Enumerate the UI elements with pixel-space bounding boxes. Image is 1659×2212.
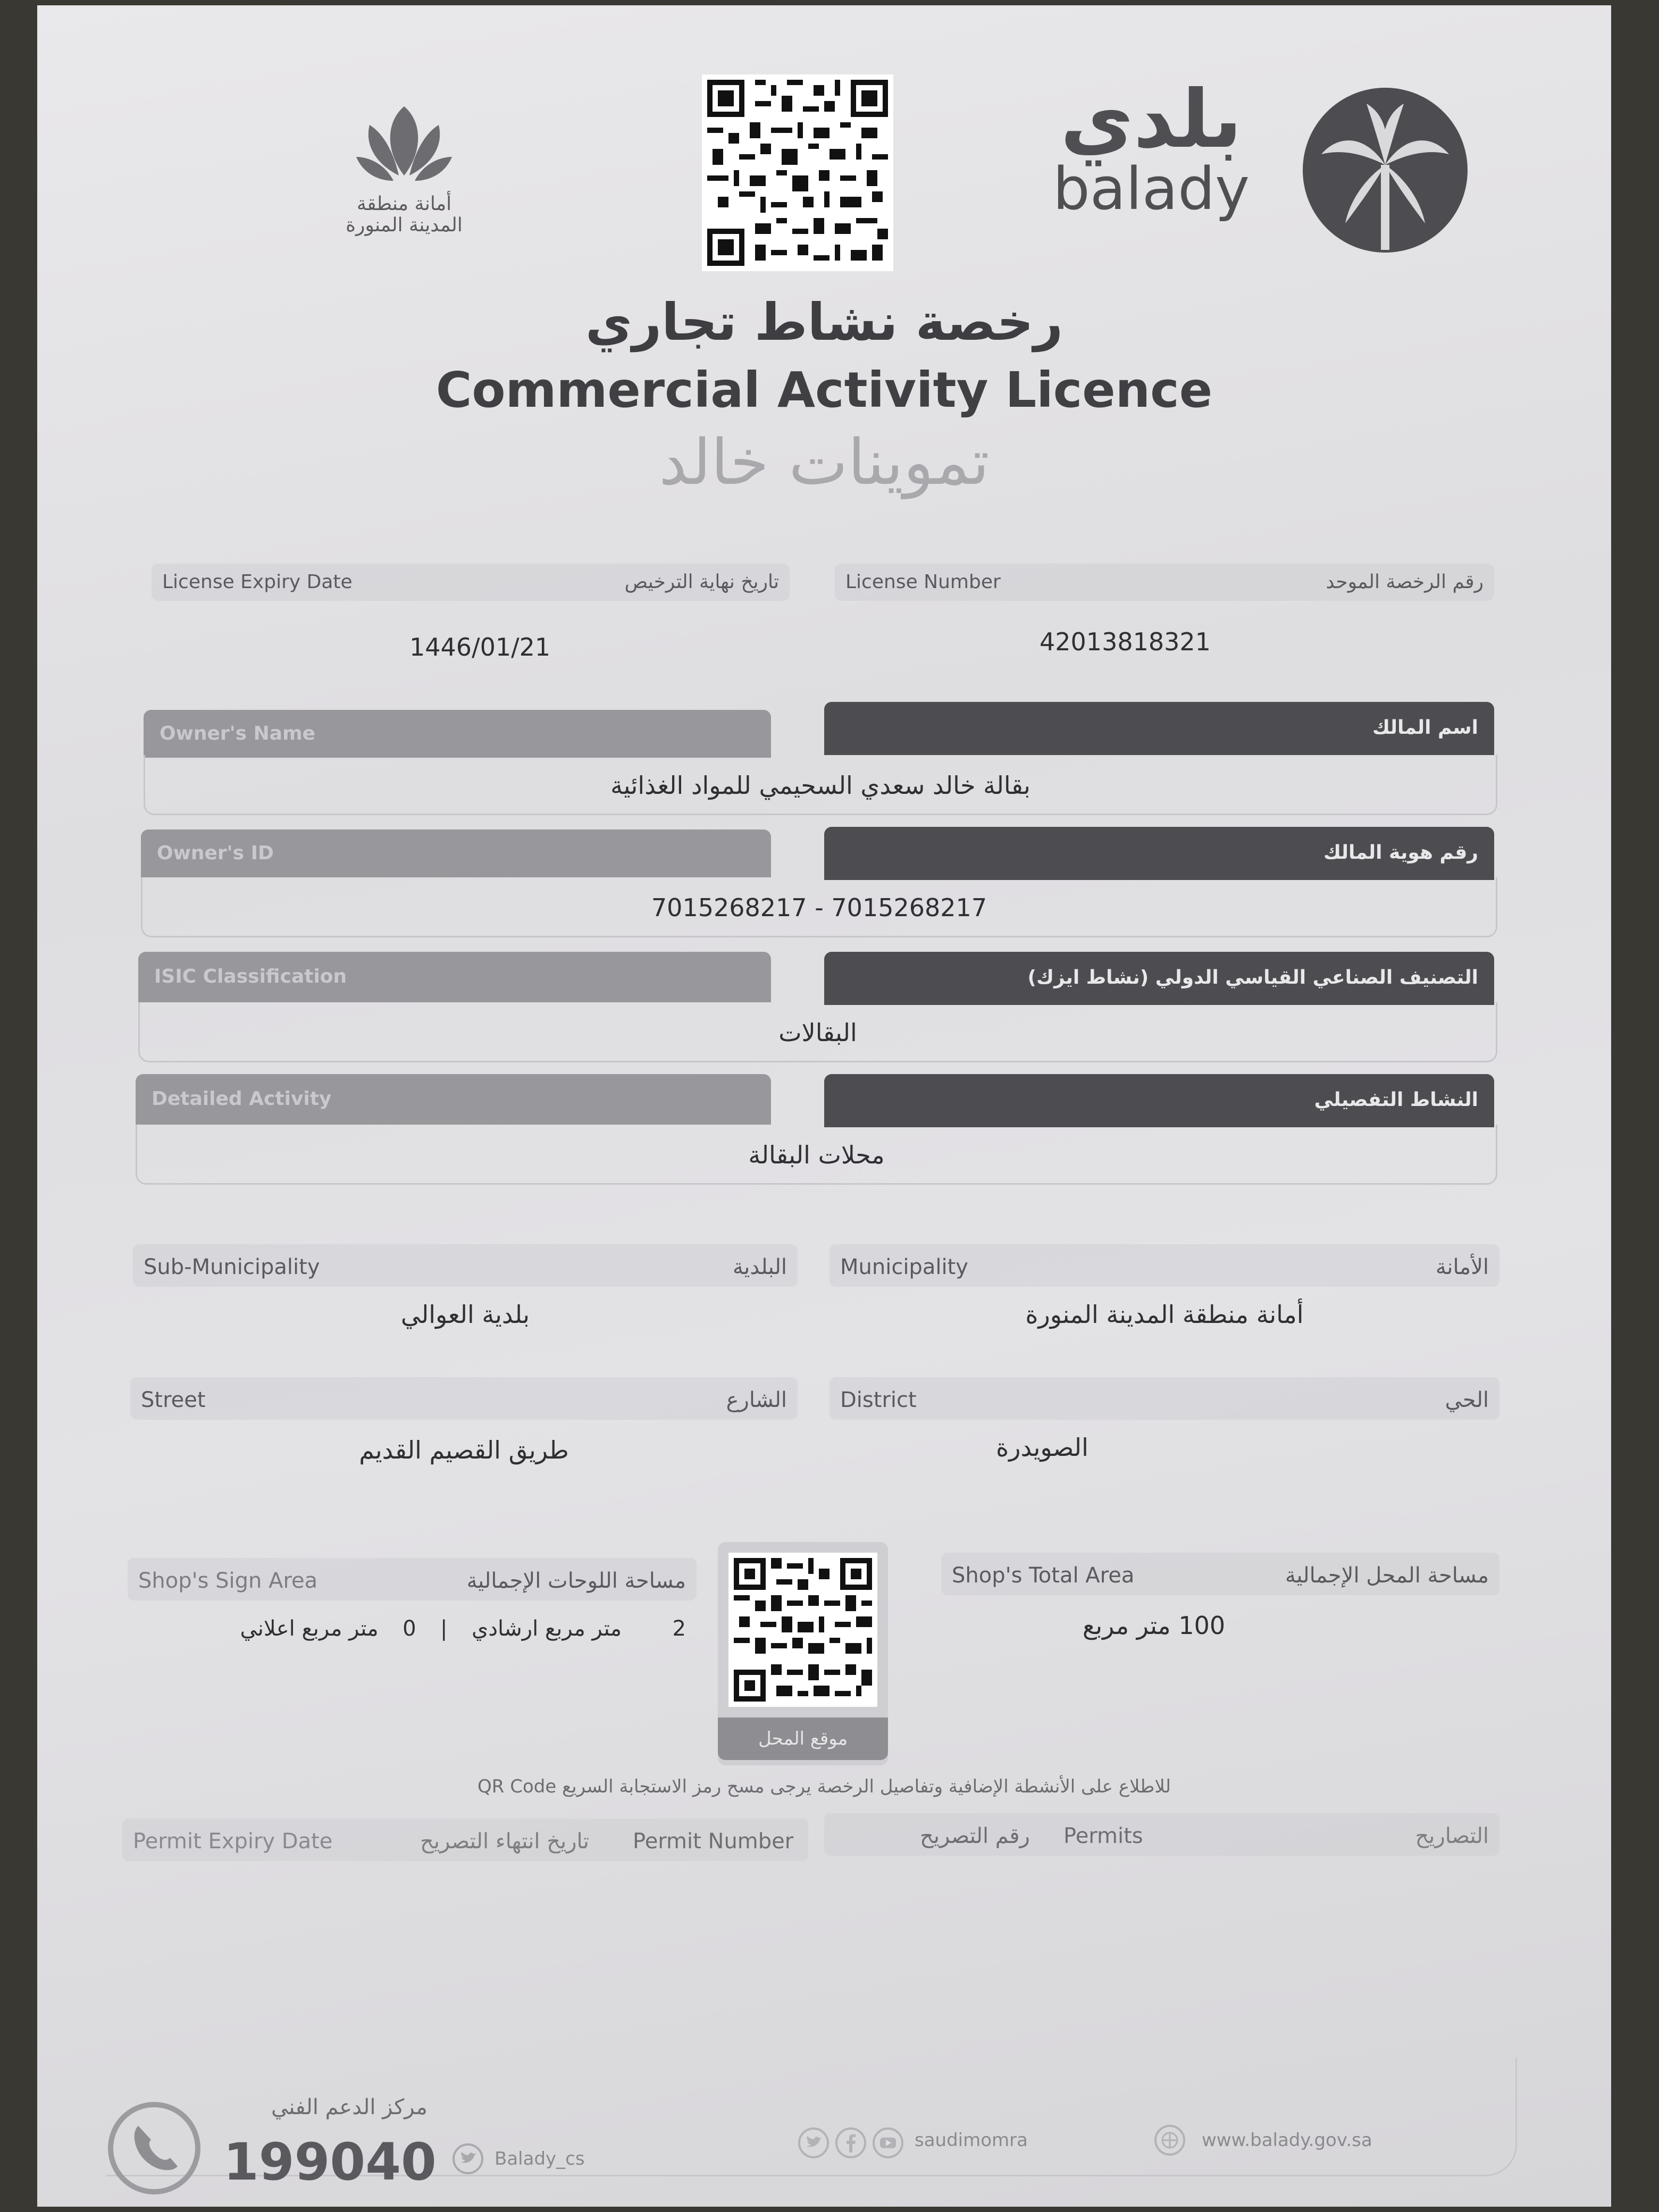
- owner-name-band-en: [144, 710, 771, 758]
- total-area-label-en: Shop's Total Area: [952, 1563, 1135, 1588]
- sub-municipality-label-row: [133, 1244, 798, 1287]
- sign-ad-value: 0: [403, 1616, 416, 1641]
- owner-id-row: [141, 877, 1497, 937]
- isic-label-ar: التصنيف الصناعي القياسي الدولي (نشاط ايزك): [1027, 967, 1478, 988]
- sub-municipality-label-en: Sub-Municipality: [144, 1255, 320, 1279]
- qr-code-icon: [702, 74, 893, 271]
- expiry-label-ar: تاريخ نهاية الترخيص: [624, 571, 779, 593]
- district-label-ar: الحي: [1445, 1388, 1489, 1412]
- twitter-handle[interactable]: Balady_cs: [495, 2148, 585, 2169]
- expiry-label-en: License Expiry Date: [162, 571, 353, 593]
- district-label-en: District: [840, 1388, 917, 1412]
- globe-icon: [1154, 2124, 1186, 2156]
- municipality-label-row: [830, 1244, 1499, 1287]
- location-qr-card[interactable]: [718, 1542, 888, 1765]
- location-qr-caption: موقع المحل: [718, 1717, 888, 1760]
- support-label: مركز الدعم الفني: [271, 2095, 428, 2119]
- trade-name: تموينات خالد: [659, 425, 990, 499]
- activity-label-en: Detailed Activity: [152, 1088, 332, 1110]
- activity-row: [136, 1125, 1497, 1185]
- sub-municipality-label-ar: البلدية: [732, 1255, 787, 1279]
- isic-band-en: [138, 952, 771, 1002]
- website-link[interactable]: www.balady.gov.sa: [1202, 2130, 1372, 2151]
- amanah-logo-line1: أمانة منطقة: [356, 193, 452, 215]
- license-number-label-ar: رقم الرخصة الموحد: [1326, 571, 1484, 593]
- license-number-value: 42013818321: [1040, 627, 1211, 656]
- street-label-en: Street: [141, 1388, 206, 1412]
- permits-label-en: Permits: [1063, 1824, 1143, 1848]
- qr-code-icon: [728, 1553, 877, 1707]
- owner-name-row: [144, 755, 1497, 815]
- municipality-label-ar: الأمانة: [1435, 1255, 1489, 1279]
- isic-value: البقالات: [778, 1018, 857, 1047]
- permit-number-label-en: Permit Number: [633, 1829, 794, 1854]
- youtube-icon[interactable]: [872, 2127, 904, 2159]
- sign-area-label-row: [128, 1558, 697, 1601]
- amanah-logo: [324, 101, 484, 261]
- sign-ad-unit: متر مربع اعلاني: [240, 1616, 379, 1641]
- phone-icon: [106, 2100, 202, 2196]
- amanah-logo-line2: المدينة المنورة: [346, 214, 463, 236]
- permit-number-label-ar: رقم التصريح: [920, 1824, 1030, 1848]
- location-qr-code: [728, 1553, 877, 1707]
- district-label-row: [830, 1377, 1499, 1420]
- balady-logo: [1048, 73, 1484, 261]
- twitter-icon[interactable]: [452, 2143, 484, 2175]
- sign-guidance-value: 2: [672, 1616, 686, 1641]
- total-area-label-ar: مساحة المحل الإجمالية: [1285, 1563, 1489, 1588]
- total-area-value: 100 متر مربع: [1082, 1611, 1226, 1640]
- permits-label-ar: التصاريح: [1415, 1824, 1489, 1848]
- owner-name-value: بقالة خالد سعدي السحيمي للمواد الغذائية: [610, 771, 1030, 800]
- municipality-value: أمانة منطقة المدينة المنورة: [1025, 1300, 1304, 1329]
- permit-left-label-row: [122, 1819, 808, 1861]
- owner-id-label-en: Owner's ID: [157, 842, 274, 864]
- facebook-icon[interactable]: [835, 2127, 867, 2159]
- municipality-label-en: Municipality: [840, 1255, 968, 1279]
- header-qr-code: [702, 74, 893, 271]
- sign-guidance-unit: متر مربع ارشادي: [471, 1616, 622, 1641]
- street-label-row: [130, 1377, 798, 1420]
- activity-band-ar: [824, 1074, 1494, 1127]
- permit-expiry-label-ar: تاريخ انتهاء التصريح: [420, 1829, 589, 1854]
- balady-logo-arabic: بلدي: [1060, 73, 1242, 166]
- isic-label-en: ISIC Classification: [154, 966, 347, 987]
- sign-area-label-en: Shop's Sign Area: [138, 1569, 318, 1593]
- permit-expiry-label-en: Permit Expiry Date: [133, 1829, 333, 1854]
- sub-municipality-value: بلدية العوالي: [400, 1300, 530, 1329]
- amanah-emblem-icon: [324, 101, 484, 191]
- support-number[interactable]: 199040: [223, 2132, 437, 2192]
- balady-logo-latin: balady: [1052, 155, 1250, 223]
- activity-value: محلات البقالة: [748, 1141, 885, 1169]
- owner-name-label-ar: اسم المالك: [1372, 717, 1478, 739]
- isic-band-ar: [824, 952, 1494, 1005]
- expiry-value: 1446/01/21: [409, 633, 551, 661]
- palm-tree-icon: [1300, 85, 1470, 255]
- twitter-icon[interactable]: [798, 2127, 830, 2159]
- social-handle[interactable]: saudimomra: [915, 2130, 1028, 2151]
- permit-right-label-row: [824, 1813, 1499, 1856]
- activity-band-en: [136, 1074, 771, 1125]
- sign-area-values: [197, 1616, 686, 1641]
- qr-instruction-note: للاطلاع على الأنشطة الإضافية وتفاصيل الرخصة يرجى مسح رمز الاستجابة السريع QR Code: [477, 1776, 1171, 1797]
- total-area-label-row: [941, 1553, 1499, 1595]
- expiry-label-row: [152, 564, 790, 601]
- street-value: طريق القصيم القديم: [359, 1436, 569, 1464]
- owner-id-band-en: [141, 830, 771, 877]
- isic-row: [138, 1002, 1497, 1062]
- sign-area-label-ar: مساحة اللوحات الإجمالية: [466, 1569, 686, 1593]
- license-number-label-en: License Number: [845, 571, 1001, 593]
- license-document: [37, 5, 1611, 2207]
- owner-name-band-ar: [824, 702, 1494, 755]
- license-number-label-row: [835, 564, 1494, 601]
- street-label-ar: الشارع: [726, 1388, 787, 1412]
- owner-name-label-en: Owner's Name: [160, 723, 315, 744]
- activity-label-ar: النشاط التفصيلي: [1314, 1089, 1478, 1111]
- title-english: Commercial Activity Licence: [435, 362, 1213, 418]
- sign-separator: |: [440, 1616, 448, 1641]
- owner-id-value: 7015268217 - 7015268217: [651, 893, 987, 922]
- district-value: الصويدرة: [996, 1433, 1088, 1462]
- owner-id-band-ar: [824, 827, 1494, 880]
- title-arabic: رخصة نشاط تجاري: [585, 292, 1063, 352]
- owner-id-label-ar: رقم هوية المالك: [1323, 842, 1478, 864]
